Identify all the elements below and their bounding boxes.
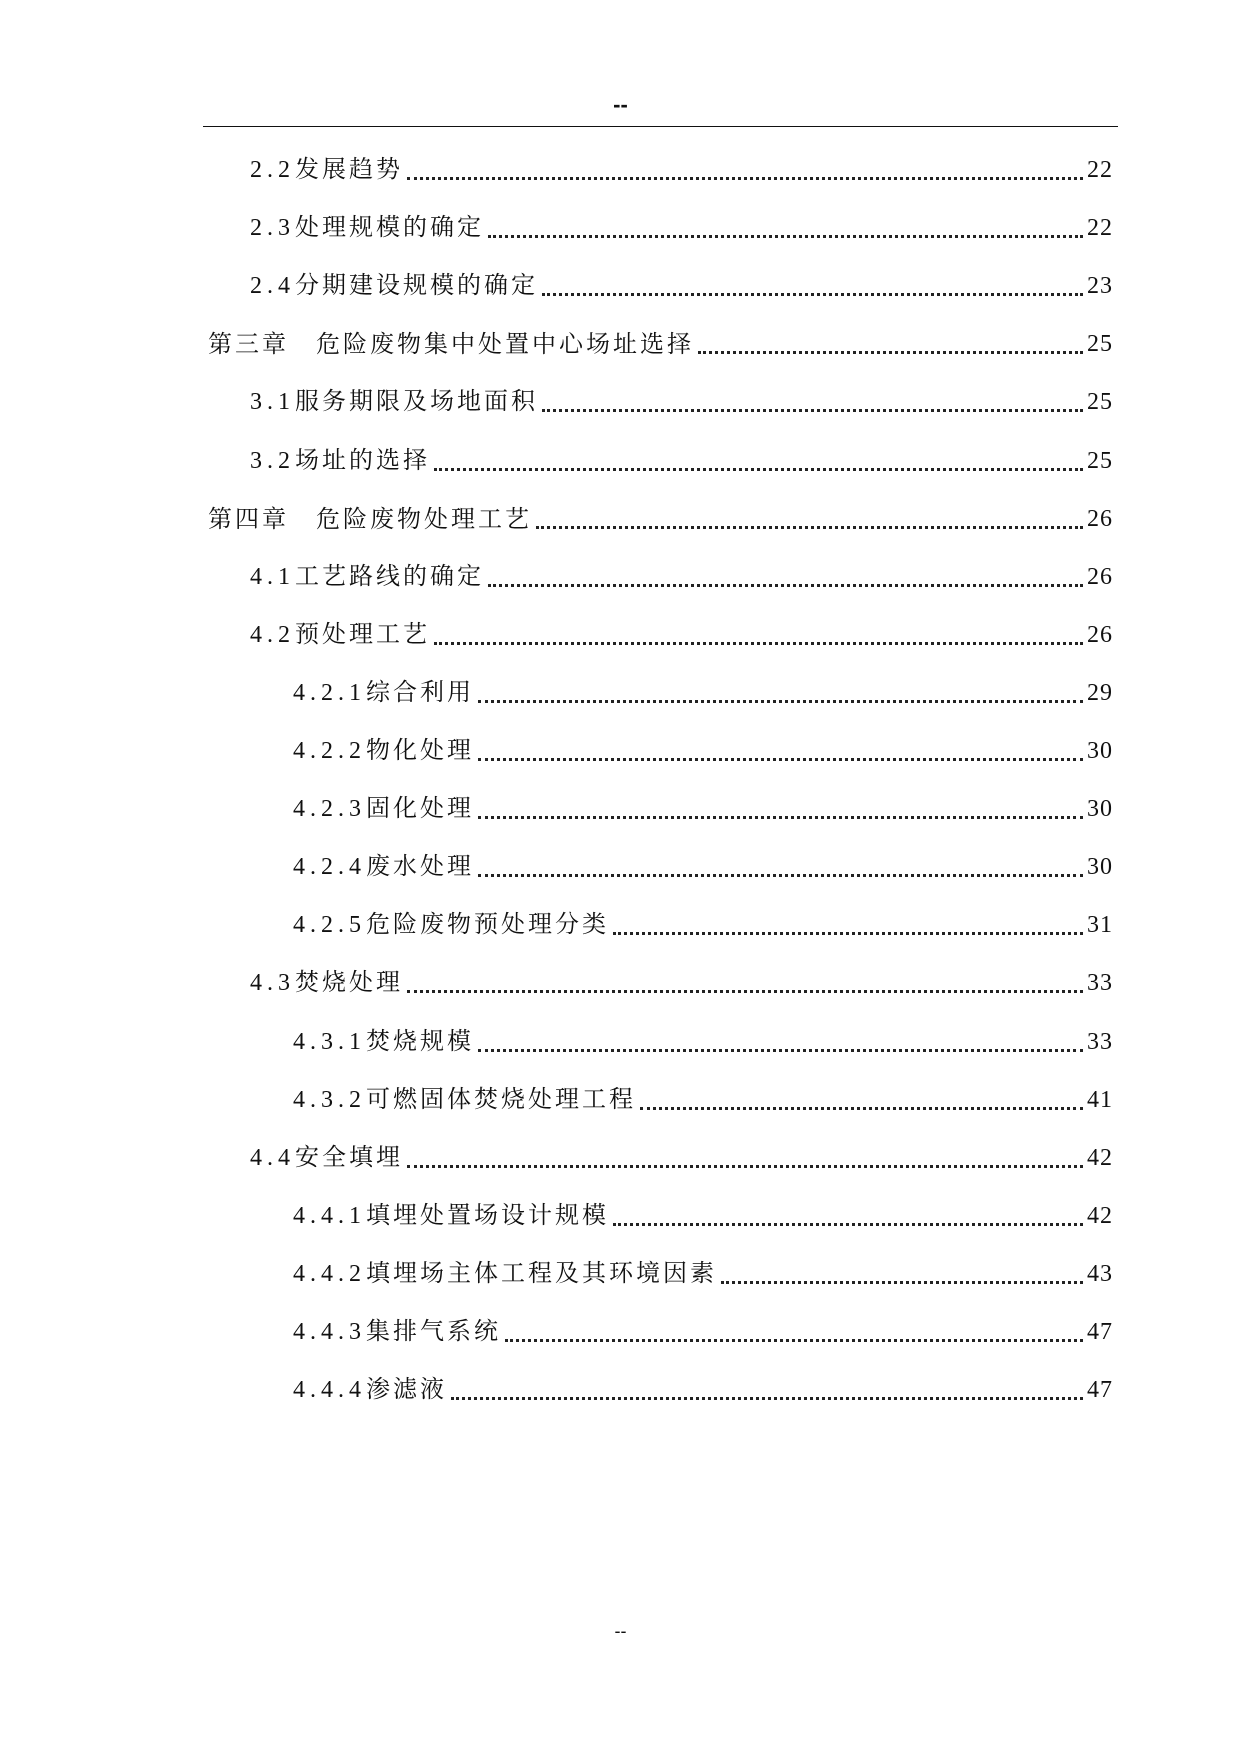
toc-entry-page-number: 22 xyxy=(1087,215,1113,242)
toc-entry-title: 焚烧处理 xyxy=(295,968,403,997)
toc-entry-number: 4.2.2 xyxy=(293,738,366,764)
toc-dot-leader xyxy=(613,1198,1083,1234)
toc-entry[interactable] xyxy=(250,965,1113,1001)
toc-entry-title: 场址的选择 xyxy=(295,445,430,474)
toc-entry-page-number: 47 xyxy=(1087,1319,1113,1345)
toc-entry[interactable] xyxy=(293,907,1113,943)
toc-entry-heading xyxy=(208,501,532,537)
toc-dot-leader xyxy=(451,1372,1083,1408)
toc-entry-page-number: 22 xyxy=(1087,157,1113,183)
toc-dot-leader xyxy=(542,384,1083,420)
toc-entry-title: 分期建设规模的确定 xyxy=(295,271,538,300)
toc-entry-number: 4.4.4 xyxy=(293,1377,366,1404)
toc-entry-number: 4.4 xyxy=(250,1144,295,1171)
toc-entry-page-number: 29 xyxy=(1087,679,1113,706)
toc-entry-page-number: 42 xyxy=(1087,1144,1113,1171)
toc-entry-title: 集排气系统 xyxy=(366,1317,501,1345)
toc-entry-number: 4.4.2 xyxy=(293,1260,366,1287)
toc-dot-leader xyxy=(613,907,1083,943)
toc-entry[interactable] xyxy=(293,1372,1113,1408)
toc-entry-title: 综合利用 xyxy=(366,677,474,706)
toc-entry[interactable] xyxy=(293,1256,1113,1292)
toc-entry-page-number: 25 xyxy=(1087,389,1113,416)
toc-entry-page-number: 23 xyxy=(1087,273,1113,300)
toc-entry-number: 4.3.2 xyxy=(293,1086,366,1113)
toc-entry-gap xyxy=(289,330,316,358)
toc-entry-heading xyxy=(293,1255,717,1292)
toc-entry-heading xyxy=(250,442,430,479)
toc-entry[interactable] xyxy=(250,152,1113,188)
toc-dot-leader xyxy=(721,1256,1083,1292)
toc-entry-page-number: 25 xyxy=(1087,331,1113,358)
toc-dot-leader xyxy=(542,268,1083,304)
toc-entry-title: 废水处理 xyxy=(366,852,474,881)
toc-entry-title: 填埋处置场设计规模 xyxy=(366,1200,609,1229)
toc-entry[interactable] xyxy=(293,1314,1113,1350)
toc-entry-heading xyxy=(293,1023,474,1060)
toc-entry-number: 4.2.1 xyxy=(293,679,366,706)
toc-entry-gap xyxy=(289,505,316,533)
toc-entry-number: 第三章 xyxy=(208,330,289,359)
page-footer-mark: -- xyxy=(614,1621,627,1641)
toc-entry[interactable] xyxy=(293,1198,1113,1234)
toc-entry-number: 2.4 xyxy=(250,273,295,300)
toc-entry-heading xyxy=(250,616,430,653)
toc-entry-heading xyxy=(293,790,474,827)
toc-dot-leader xyxy=(478,1024,1083,1060)
toc-dot-leader xyxy=(488,210,1083,246)
toc-entry-title: 预处理工艺 xyxy=(295,619,430,648)
toc-dot-leader xyxy=(478,675,1083,711)
toc-dot-leader xyxy=(488,559,1083,595)
toc-entry-page-number: 41 xyxy=(1087,1086,1113,1113)
header-rule xyxy=(203,126,1118,127)
toc-entry-heading xyxy=(250,383,538,420)
toc-entry-title: 危险废物处理工艺 xyxy=(316,504,532,533)
toc-entry-number: 4.2.4 xyxy=(293,854,366,881)
toc-entry[interactable] xyxy=(293,791,1113,827)
toc-entry-heading xyxy=(250,558,484,595)
toc-entry-page-number: 25 xyxy=(1087,447,1113,474)
toc-entry-title: 危险废物预处理分类 xyxy=(366,910,609,939)
toc-entry-page-number: 26 xyxy=(1087,505,1113,532)
toc-entry-heading xyxy=(293,848,474,885)
toc-entry-number: 4.4.1 xyxy=(293,1202,366,1229)
toc-entry-number: 3.2 xyxy=(250,447,295,474)
toc-dot-leader xyxy=(698,326,1083,362)
toc-dot-leader xyxy=(478,733,1083,769)
toc-entry-title: 可燃固体焚烧处理工程 xyxy=(366,1084,636,1113)
toc-entry-heading xyxy=(293,1371,447,1408)
toc-entry-number: 第四章 xyxy=(208,504,289,533)
toc-entry-heading xyxy=(293,906,609,943)
toc-entry[interactable] xyxy=(250,210,1113,246)
toc-entry[interactable] xyxy=(250,617,1113,653)
toc-entry-title: 焚烧规模 xyxy=(366,1026,474,1055)
toc-dot-leader xyxy=(434,443,1083,479)
toc-entry[interactable] xyxy=(250,443,1113,479)
toc-entry-title: 固化处理 xyxy=(366,794,474,823)
toc-entry-number: 4.4.3 xyxy=(293,1319,366,1345)
toc-entry-heading xyxy=(293,1081,636,1118)
toc-entry-page-number: 33 xyxy=(1087,1028,1113,1055)
toc-entry[interactable] xyxy=(250,268,1113,304)
toc-entry-page-number: 30 xyxy=(1087,854,1113,881)
toc-entry-number: 4.2.5 xyxy=(293,912,366,939)
toc-dot-leader xyxy=(407,1140,1083,1176)
toc-dot-leader xyxy=(407,965,1083,1001)
toc-dot-leader xyxy=(434,617,1083,653)
toc-entry-number: 4.1 xyxy=(250,563,295,590)
toc-entry[interactable] xyxy=(250,559,1113,595)
toc-entry-heading xyxy=(293,1197,609,1234)
toc-entry-number: 2.3 xyxy=(250,215,295,242)
toc-dot-leader xyxy=(505,1314,1083,1350)
toc-entry-number: 4.2 xyxy=(250,621,295,648)
toc-entry-page-number: 43 xyxy=(1087,1260,1113,1287)
toc-entry-title: 填埋场主体工程及其环境因素 xyxy=(366,1258,717,1287)
toc-entry-page-number: 42 xyxy=(1087,1202,1113,1229)
toc-entry-heading xyxy=(250,964,403,1001)
toc-entry-page-number: 31 xyxy=(1087,912,1113,939)
toc-entry[interactable] xyxy=(293,1082,1113,1118)
toc-dot-leader xyxy=(536,501,1083,537)
toc-entry-title: 工艺路线的确定 xyxy=(295,561,484,590)
toc-entry-number: 3.1 xyxy=(250,389,295,416)
toc-entry[interactable] xyxy=(293,1024,1113,1060)
toc-entry-heading xyxy=(250,1139,403,1176)
toc-entry-page-number: 47 xyxy=(1087,1377,1113,1404)
toc-entry-heading xyxy=(250,209,484,246)
toc-entry[interactable] xyxy=(293,675,1113,711)
toc-dot-leader xyxy=(478,791,1083,827)
toc-dot-leader xyxy=(407,152,1083,188)
toc-entry-title: 安全填埋 xyxy=(295,1142,403,1171)
toc-entry-title: 危险废物集中处置中心场址选择 xyxy=(316,330,694,359)
toc-entry[interactable] xyxy=(293,733,1113,769)
toc-entry-heading xyxy=(293,732,474,769)
toc-entry-title: 处理规模的确定 xyxy=(295,213,484,242)
toc-dot-leader xyxy=(640,1082,1083,1118)
toc-entry-title: 物化处理 xyxy=(366,736,474,764)
toc-entry[interactable] xyxy=(293,849,1113,885)
toc-entry-heading xyxy=(250,267,538,304)
toc-entry[interactable] xyxy=(250,1140,1113,1176)
toc-entry-heading xyxy=(208,326,694,362)
toc-entry-title: 服务期限及场地面积 xyxy=(295,387,538,416)
toc-entry-page-number: 26 xyxy=(1087,563,1113,590)
toc-entry-heading xyxy=(293,1313,501,1350)
toc-entry-page-number: 30 xyxy=(1087,738,1113,764)
toc-entry[interactable] xyxy=(208,326,1113,362)
toc-entry-heading xyxy=(250,151,403,188)
toc-entry-page-number: 30 xyxy=(1087,796,1113,823)
toc-entry-number: 4.2.3 xyxy=(293,796,366,823)
toc-entry-heading xyxy=(293,674,474,711)
toc-entry[interactable] xyxy=(208,501,1113,537)
toc-entry-number: 2.2 xyxy=(250,157,295,183)
toc-entry-title: 发展趋势 xyxy=(295,155,403,183)
toc-dot-leader xyxy=(478,849,1083,885)
toc-entry-page-number: 26 xyxy=(1087,621,1113,648)
toc-entry-title: 渗滤液 xyxy=(366,1375,447,1404)
toc-entry[interactable] xyxy=(250,384,1113,420)
toc-entry-number: 4.3.1 xyxy=(293,1028,366,1055)
page-header-mark: -- xyxy=(613,92,628,117)
toc-entry-number: 4.3 xyxy=(250,970,295,997)
toc-entry-page-number: 33 xyxy=(1087,970,1113,997)
